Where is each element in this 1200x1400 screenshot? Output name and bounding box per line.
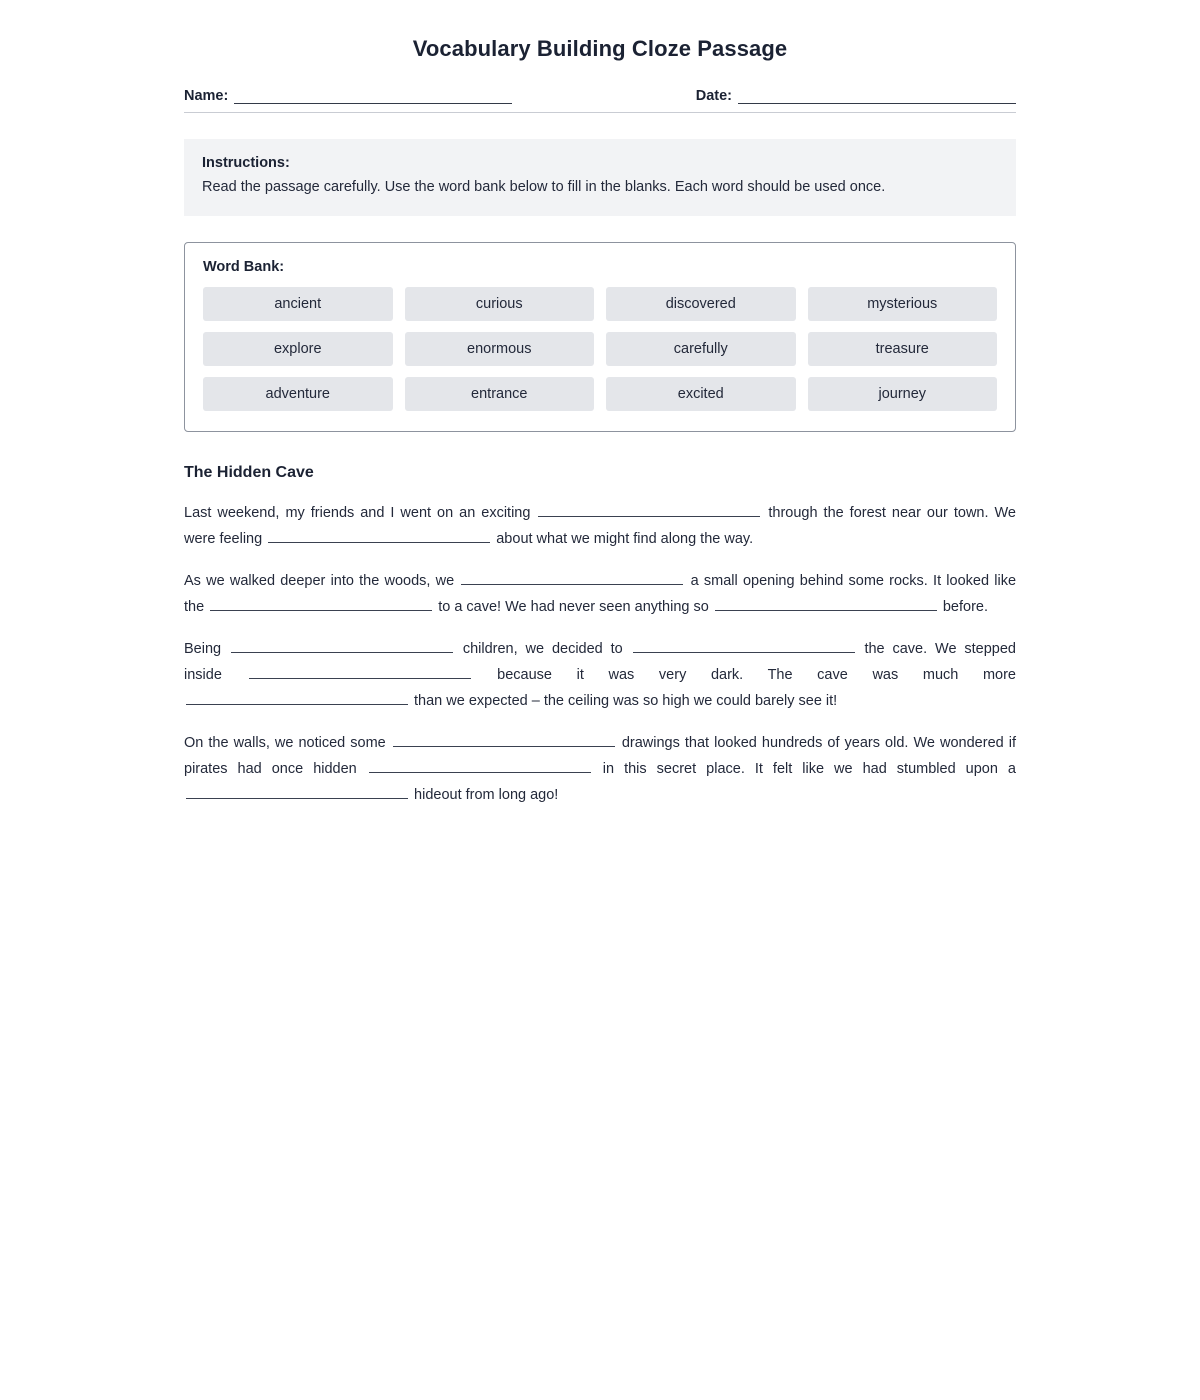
passage-text: As we walked deeper into the woods, we: [184, 572, 460, 589]
passage-text: because it was very dark. The cave was much more: [472, 667, 1016, 684]
passage-title: The Hidden Cave: [184, 463, 314, 481]
date-input-line[interactable]: [738, 88, 1016, 104]
passage-text: On the walls, we noticed some: [184, 735, 391, 752]
name-label: Name:: [184, 88, 229, 104]
cloze-blank[interactable]: [249, 664, 471, 679]
header-divider: [184, 112, 1016, 113]
instructions-panel: [184, 139, 1016, 216]
name-date-row: [184, 88, 1016, 112]
passage-text: Being: [184, 640, 229, 657]
word-bank-chip[interactable]: enormous: [405, 332, 595, 366]
word-bank-grid: [203, 287, 997, 411]
passage-paragraph: [184, 500, 1016, 552]
cloze-blank[interactable]: [186, 784, 408, 799]
passage-text: through the forest near our town. We were feeling: [184, 504, 1016, 547]
cloze-blank[interactable]: [268, 528, 490, 543]
passage-text: a small opening behind some rocks. It looked like the: [184, 572, 1017, 615]
passage-paragraph: [184, 730, 1016, 808]
passage-paragraph: [184, 636, 1016, 714]
word-bank-chip[interactable]: explore: [203, 332, 393, 366]
cloze-blank[interactable]: [538, 502, 760, 517]
name-group: [184, 88, 512, 104]
word-bank-chip[interactable]: treasure: [808, 332, 998, 366]
date-group: [696, 88, 1016, 104]
passage-text: drawings that looked hundreds of years old. We wondered if pirates had once hidden: [184, 735, 1016, 778]
instructions-heading: Instructions:: [202, 155, 290, 171]
cloze-blank[interactable]: [715, 596, 937, 611]
passage-paragraph: [184, 568, 1016, 620]
word-bank-chip[interactable]: adventure: [203, 377, 393, 411]
cloze-blank[interactable]: [186, 690, 408, 705]
cloze-blank[interactable]: [633, 638, 855, 653]
word-bank-chip[interactable]: discovered: [606, 287, 796, 321]
word-bank-chip[interactable]: mysterious: [808, 287, 998, 321]
passage-text: the cave. We stepped inside: [184, 640, 1016, 684]
word-bank-panel: [184, 242, 1016, 432]
name-input-line[interactable]: [234, 88, 512, 104]
cloze-blank[interactable]: [461, 570, 683, 585]
cloze-blank[interactable]: [210, 596, 432, 611]
instructions-text: Read the passage carefully. Use the word bank below to fill in the blanks. Each word should be used once.: [202, 179, 886, 195]
cloze-blank[interactable]: [393, 732, 615, 747]
word-bank-chip[interactable]: ancient: [203, 287, 393, 321]
word-bank-chip[interactable]: excited: [606, 377, 796, 411]
word-bank-chip[interactable]: curious: [405, 287, 595, 321]
page-title: Vocabulary Building Cloze Passage: [412, 36, 788, 61]
word-bank-chip[interactable]: carefully: [606, 332, 796, 366]
passage-text: hideout from long ago!: [410, 787, 559, 804]
date-label: Date:: [695, 88, 732, 104]
passage-text: before.: [938, 598, 988, 615]
passage-text: about what we might find along the way.: [492, 530, 754, 547]
passage-text: than we expected – the ceiling was so high we could barely see it!: [410, 693, 838, 710]
passage-text: in this secret place. It felt like we had stumbled upon a: [592, 761, 1016, 778]
word-bank-chip[interactable]: journey: [808, 377, 998, 411]
word-bank-chip[interactable]: entrance: [405, 377, 595, 411]
passage-text: to a cave! We had never seen anything so: [434, 598, 713, 615]
cloze-blank[interactable]: [231, 638, 453, 653]
cloze-blank[interactable]: [369, 758, 591, 773]
word-bank-heading: Word Bank:: [203, 258, 285, 275]
passage-text: Last weekend, my friends and I went on an exciting: [184, 504, 537, 521]
passage-text: children, we decided to: [454, 640, 631, 657]
